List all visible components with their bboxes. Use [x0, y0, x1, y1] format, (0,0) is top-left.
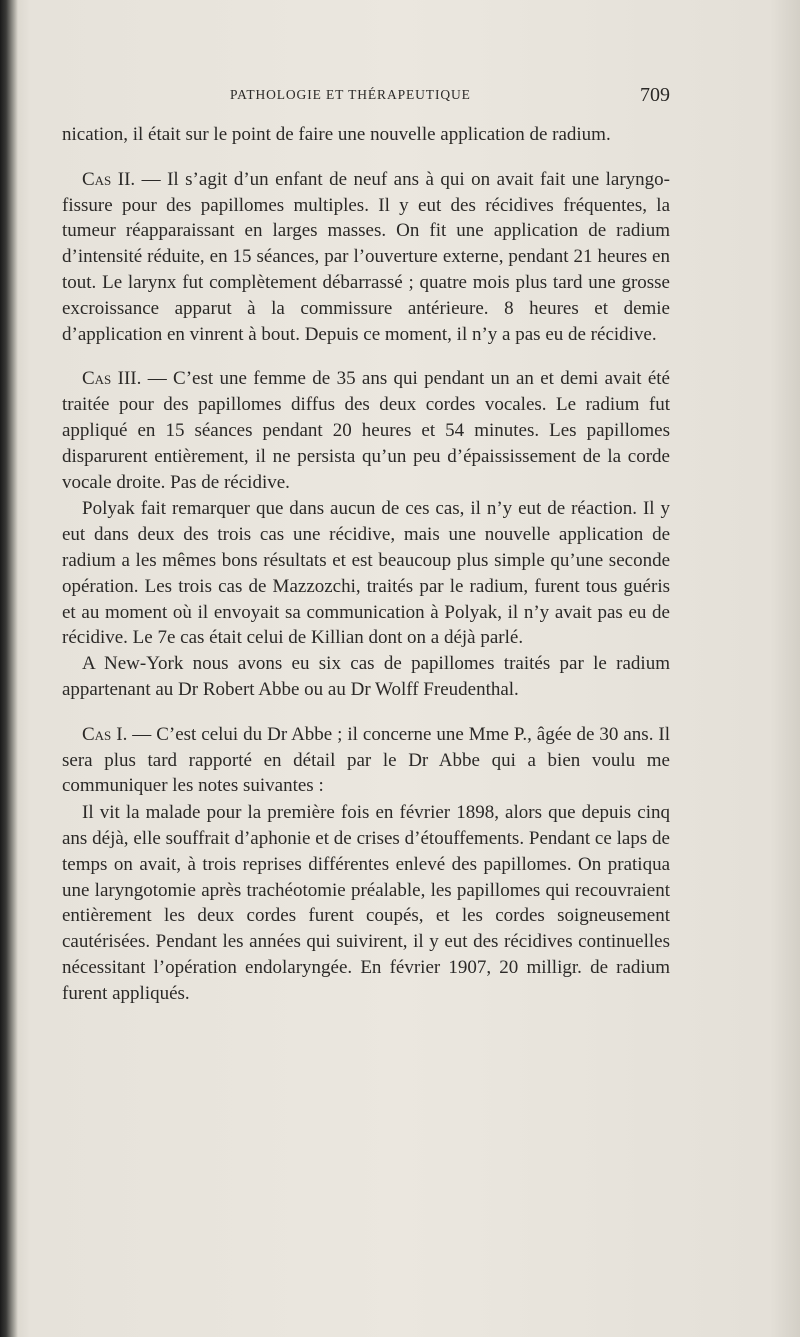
- page-number: 709: [640, 84, 670, 106]
- paragraph-history: Il vit la malade pour la première fois en février 1898, alors que depuis cinq ans déjà, elle souffrait d’aphonie et de crises d’étouffements. Pendant ce laps de temps on avait, à trois reprises différentes enlevé des papillomes. On pratiqua une laryngotomie après trachéotomie préalable, les papillomes qui recouvraient entièrement les deux cordes furent coupés, et les cordes soigneusement cautérisées. Pendant les années qui suivirent, il y eut des récidives continuelles nécessitant l’opération endolaryngée. En février 1907, 20 milligr. de radium furent appliqués.: [62, 802, 670, 1004]
- paragraph-polyak: Polyak fait remarquer que dans aucun de ces cas, il n’y eut de réaction. Il y eut dans deux des trois cas une récidive, mais une nouvelle application de radium a les mêmes bons résultats et est beaucoup plus simple qu’une seconde opération. Les trois cas de Mazzozchi, traités par le radium, furent tous guéris et au moment où il envoyait sa communication à Polyak, il n’y avait pas eu de récidive. Le 7e cas était celui de Killian dont on a déjà parlé.: [62, 498, 670, 649]
- paragraph-case-3: Cas III. — C’est une femme de 35 ans qui pendant un an et demi avait été traitée pour des papillomes diffus des deux cordes vocales. Le radium fut appliqué en 15 séances pendant 20 heures et 54 minutes. Les papillomes disparurent entièrement, il ne persista qu’un peu d’épaississement de la corde vocale droite. Pas de récidive.: [62, 368, 670, 493]
- book-binding-shadow: [0, 0, 18, 1337]
- page-header: [62, 84, 670, 108]
- paragraph-case-1: Cas I. — C’est celui du Dr Abbe ; il concerne une Mme P., âgée de 30 ans. Il sera plus tard rapporté en détail par le Dr Abbe qui a bien voulu me communiquer les notes suivantes :: [62, 723, 670, 797]
- paragraph-continuation: nication, il était sur le point de faire une nouvelle application de radium.: [62, 124, 611, 145]
- paragraph-case-2: Cas II. — Il s’agit d’un enfant de neuf ans à qui on avait fait une laryngo-fissure pour des papillomes multiples. Il y eut des récidives fréquentes, la tumeur réapparaissant en larges masses. On fit une application de radium d’intensité réduite, en 15 séances, par l’ouverture externe, pendant 21 heures en tout. Le larynx fut complètement débarrassé ; quatre mois plus tard une grosse excroissance apparut à la commissure antérieure. 8 heures et demie d’application en vinrent à bout. Depuis ce moment, il n’y a pas eu de récidive.: [62, 168, 671, 345]
- case-heading: Cas II.: [82, 168, 136, 190]
- body-text: [62, 122, 670, 1007]
- case-heading: Cas I.: [82, 723, 128, 745]
- paragraph-new-york: A New-York nous avons eu six cas de papillomes traités par le radium appartenant au Dr Robert Abbe ou au Dr Wolff Freudenthal.: [62, 653, 670, 700]
- running-title: PATHOLOGIE ET THÉRAPEUTIQUE: [230, 87, 471, 102]
- case-heading: Cas III.: [82, 368, 142, 390]
